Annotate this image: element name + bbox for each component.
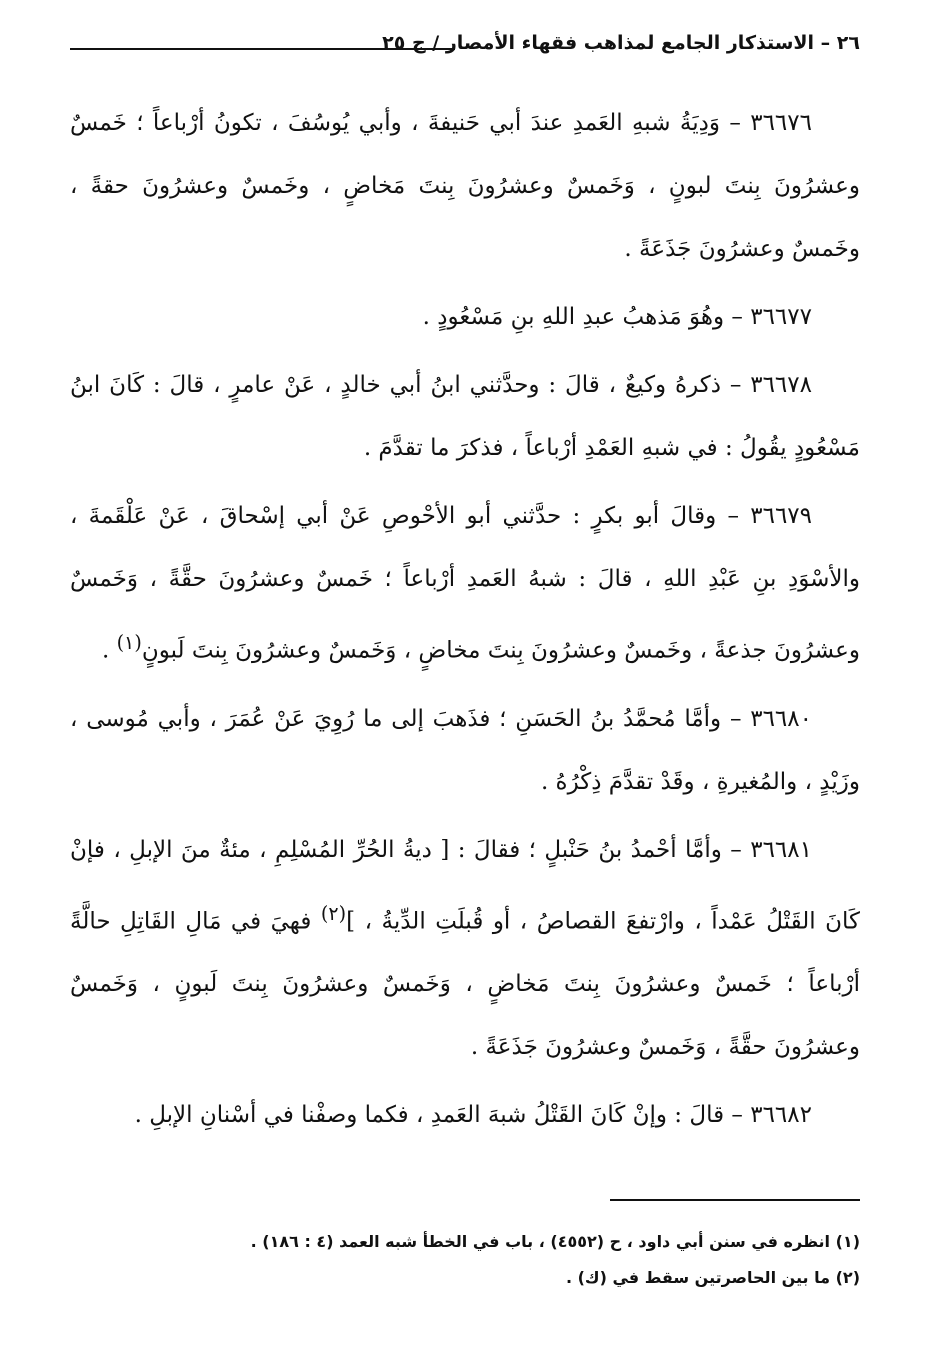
header-rule <box>70 48 455 50</box>
paragraph-text-end: . <box>101 637 117 664</box>
paragraph-dash: – <box>731 1102 743 1129</box>
paragraph-text: ذكرهُ وكيعٌ ، قالَ : وحدَّثني ابنُ أبي خالدٍ ، عَنْ عامرٍ ، قالَ : كَانَ ابنُ مَسْعُودٍ يقُولُ : في شبهِ العَمْدِ أرْباعاً ، فذكرَ ما تقدَّمَ . <box>70 372 860 461</box>
paragraph-text: وقالَ أبو بكرٍ : حدَّثني أبو الأحْوصِ عَنْ أبي إسْحاقَ ، عَنْ عَلْقَمةَ ، والأسْوَدِ بنِ عَبْدِ اللهِ ، قالَ : شبهُ العَمدِ أرْباعاً ؛ خَمسٌ وعشرُونَ حقَّةً ، وَخَمسٌ وعشرُونَ جذعةً ، وخَمسٌ وعشرُونَ بِنتَ مخاضٍ ، وَخَمسٌ وعشرُونَ بِنتَ لَبونٍ <box>70 503 860 664</box>
paragraph-number: ٣٦٦٧٦ <box>750 110 812 136</box>
header-title: ٢٦ – الاستذكار الجامع لمذاهب فقهاء الأمصار / ج ٢٥ <box>382 32 860 54</box>
paragraph-dash: – <box>729 705 742 732</box>
paragraph <box>70 286 860 349</box>
paragraph-number: ٣٦٦٧٧ <box>750 304 812 330</box>
footnote: (١) انظره في سنن أبي داود ، ح (٤٥٥٢) ، باب في الخطأ شبه العمد (٤ : ١٨٦) . <box>250 1232 860 1251</box>
running-header <box>70 30 860 62</box>
footnote-marker: (٢) <box>320 901 347 925</box>
paragraph-dash: – <box>729 110 741 136</box>
main-text <box>70 92 860 1147</box>
footnotes <box>70 1224 860 1296</box>
paragraph-number: ٣٦٦٨٠ <box>750 705 812 732</box>
paragraph-number: ٣٦٦٨١ <box>750 836 812 863</box>
paragraph <box>70 819 860 1080</box>
paragraph <box>70 1084 860 1147</box>
paragraph-text: قالَ : وإنْ كَانَ القَتْلُ شبهَ العَمدِ ، فكما وصفْنا في أسْنانِ الإبلِ . <box>134 1102 725 1129</box>
paragraph-number: ٣٦٦٨٢ <box>750 1102 812 1129</box>
paragraph <box>70 354 860 480</box>
paragraph-text: وأمَّا أحْمدُ بنُ حَنْبلٍ ؛ فقالَ : [ ديةُ الحُرِّ المُسْلِمِ ، مئةٌ منَ الإبلِ ، فإنْ كَانَ القَتْلُ عَمْداً ، وارْتفعَ القصاصُ ، أو قُبلَتِ الدِّيةُ ، ] <box>70 836 860 935</box>
paragraph-dash: – <box>730 836 742 863</box>
paragraph-text: وهُوَ مَذهبُ عبدِ اللهِ بنِ مَسْعُودٍ . <box>422 304 725 330</box>
paragraph-text: وَدِيَةُ شبهِ العَمدِ عندَ أبي حَنيفةَ ، وأبي يُوسُفَ ، تكونُ أرْباعاً ؛ خَمسٌ وعشرُونَ بِنتَ لبونٍ ، وَخَمسٌ وعشرُونَ بِنتَ مَخاضٍ ، وخَمسٌ وعشرُونَ حقةً ، وخَمسٌ وعشرُونَ جَذَعَةً . <box>70 110 860 262</box>
paragraph-number: ٣٦٦٧٩ <box>750 503 813 529</box>
paragraph <box>70 92 860 281</box>
footnote-separator <box>610 1199 860 1201</box>
paragraph-dash: – <box>727 503 739 529</box>
paragraph-text-end: فهيَ في مَالِ القَاتِلِ حالَّةً أرْباعاً ؛ خَمسٌ وعشرُونَ بِنتَ مَخاضٍ ، وَخَمسٌ وعشرُونَ بِنتَ لَبونٍ ، وَخَمسٌ وعشرُونَ حقَّةً ، وَخَمسٌ وعشرُونَ جَذَعَةً . <box>70 908 860 1061</box>
footnote-marker: (١) <box>116 631 142 654</box>
paragraph-number: ٣٦٦٧٨ <box>750 372 812 398</box>
paragraph <box>70 485 860 683</box>
paragraph-dash: – <box>729 372 742 398</box>
paragraph-text: وأمَّا مُحمَّدُ بنُ الحَسَنِ ؛ فذَهبَ إلى ما رُوِيَ عَنْ عُمَرَ ، وأبي مُوسى ، وزَيْدٍ ، والمُغيرةِ ، وقَدْ تقدَّمَ ذِكْرُهُ . <box>70 705 860 795</box>
paragraph-dash: – <box>731 304 743 330</box>
footnote: (٢) ما بين الحاصرتين سقط في (ك) . <box>565 1268 860 1287</box>
paragraph <box>70 688 860 814</box>
